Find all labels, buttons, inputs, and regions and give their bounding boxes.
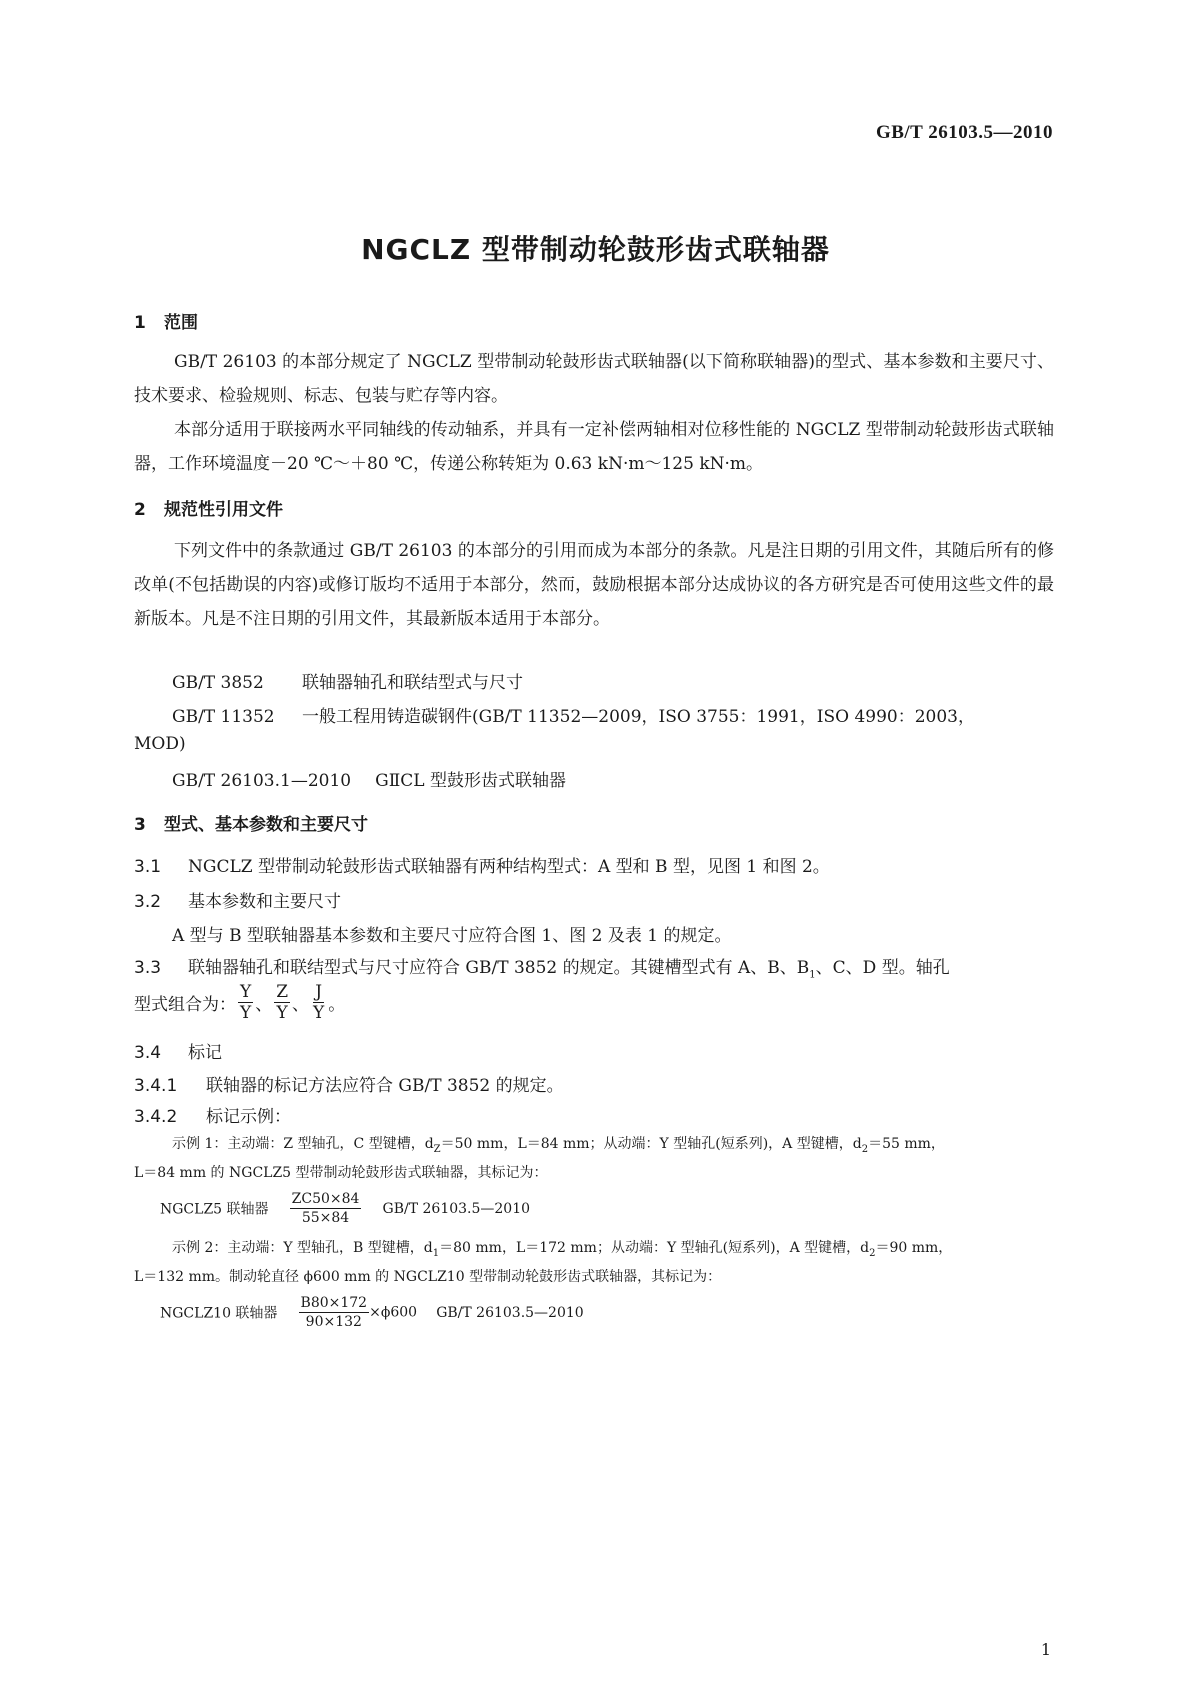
clause-number: 3.4.2 (134, 1107, 178, 1127)
clause-3-4-1 (134, 1071, 564, 1096)
section-number: 3 (134, 815, 146, 835)
example-1-line-1: 示例 1：主动端：Z 型轴孔，C 型键槽，$d_Z=50$ mm，L＝84 mm；从动端：Y 型轴孔(短系列)，A 型键槽，$d_2=55$ mm， (172, 1136, 945, 1155)
clause-text: 标记 (188, 1043, 222, 1063)
reference-title: GⅡCL 型鼓形齿式联轴器 (375, 771, 566, 791)
clause-number: 3.3 (134, 958, 162, 978)
clause-text: 标记示例： (206, 1107, 291, 1127)
section-3-heading (134, 810, 368, 835)
example-1-mark (160, 1190, 530, 1227)
mark-suffix: ×ϕ600 (369, 1304, 418, 1321)
page-number: 1 (1040, 1640, 1051, 1659)
mark-fraction: $\frac{ZC50\times 84}{55\times 84}$ (291, 1191, 360, 1226)
mark-standard: GB/T 26103.5—2010 (382, 1200, 531, 1217)
reference-item-continuation: MOD) (134, 734, 186, 754)
clause-text: 联轴器的标记方法应符合 GB/T 3852 的规定。 (206, 1076, 564, 1096)
clause-text: 基本参数和主要尺寸 (188, 892, 341, 912)
reference-item (172, 766, 566, 791)
mark-standard: GB/T 26103.5—2010 (436, 1304, 584, 1321)
subscript: 1 (809, 969, 816, 981)
example-2-line-2: L＝132 mm。制动轮直径 ϕ600 mm 的 NGCLZ10 型带制动轮鼓形齿式联轴器，其标记为： (134, 1269, 722, 1285)
example-1-line-2: L＝84 mm 的 NGCLZ5 型带制动轮鼓形齿式联轴器，其标记为： (134, 1165, 548, 1181)
mark-label: NGCLZ10 联轴器 (160, 1305, 278, 1322)
section-title: 范围 (164, 313, 198, 333)
reference-code: GB/T 3852 (172, 673, 264, 693)
clause-number: 3.4.1 (134, 1076, 178, 1096)
clause-3-2-body: A 型与 B 型联轴器基本参数和主要尺寸应符合图 1、图 2 及表 1 的规定。 (172, 926, 732, 946)
section-number: 1 (134, 313, 146, 333)
mark-fraction: $\frac{B80\times 172}{90\times 132}$ (300, 1295, 368, 1330)
reference-item (172, 702, 975, 727)
reference-title: 一般工程用铸造碳钢件(GB/T 11352—2009，ISO 3755：1991，ISO 4990：2003， (302, 707, 975, 727)
clause-text: 联轴器轴孔和联结型式与尺寸应符合 GB/T 3852 的规定。其键槽型式有 A、B、B (188, 958, 810, 978)
document-title: NGCLZ 型带制动轮鼓形齿式联轴器 (361, 233, 830, 266)
clause-3-4-2 (134, 1102, 291, 1127)
reference-code: GB/T 26103.1—2010 (172, 771, 352, 791)
normative-intro: 下列文件中的条款通过 GB/T 26103 的本部分的引用而成为本部分的条款。凡是注日期的引用文件，其随后所有的修改单(不包括勘误的内容)或修订版均不适用于本部分，然而，鼓励根据本部分达成协议的各方研究是否可使用这些文件的最新版本。凡是不注日期的引用文件，其最新版本适用于本部分。 (134, 541, 1054, 629)
section-1-heading (134, 308, 198, 333)
clause-3-4 (134, 1038, 222, 1063)
clause-text: NGCLZ 型带制动轮鼓形齿式联轴器有两种结构型式：A 型和 B 型，见图 1 和图 2。 (188, 857, 830, 877)
clause-text: 、C、D 型。轴孔 (815, 958, 950, 978)
section-title: 型式、基本参数和主要尺寸 (164, 815, 368, 835)
reference-title: 联轴器轴孔和联结型式与尺寸 (302, 673, 523, 693)
section-2-heading (134, 495, 283, 520)
clause-number: 3.2 (134, 892, 162, 912)
combo-fraction: $\frac{Y}{Y}$ (240, 982, 252, 1023)
combo-fraction: $\frac{Z}{Y}$ (276, 982, 289, 1023)
reference-code: GB/T 11352 (172, 707, 275, 727)
clause-number: 3.1 (134, 857, 162, 877)
mark-label: NGCLZ5 联轴器 (160, 1201, 269, 1218)
clause-3-3 (134, 953, 950, 980)
example-2-line-1: 示例 2：主动端：Y 型轴孔，B 型键槽，$d_1=80$ mm，L＝172 mm；从动端：Y 型轴孔(短系列)，A 型键槽，$d_2=90$ mm， (172, 1240, 953, 1259)
section-number: 2 (134, 500, 146, 520)
section-title: 规范性引用文件 (164, 500, 283, 520)
clause-3-2 (134, 887, 341, 912)
combo-fraction: $\frac{J}{Y}$ (313, 982, 325, 1023)
standard-code: GB/T 26103.5—2010 (875, 122, 1053, 143)
clause-3-1 (134, 852, 830, 877)
clause-number: 3.4 (134, 1043, 162, 1063)
scope-paragraph-2: 本部分适用于联接两水平同轴线的传动轴系，并具有一定补偿两轴相对位移性能的 NGCLZ 型带制动轮鼓形齿式联轴器，工作环境温度－20 ℃～＋80 ℃，传递公称转矩为 0.63 kN·m～125 kN·m。 (134, 420, 1054, 474)
shaft-hole-combinations: 型式组合为： $\frac{Y}{Y}$ 、 $\frac{Z}{Y}$ 、 $\frac{J}{Y}$ 。 (134, 982, 346, 1023)
example-2-mark (160, 1294, 584, 1331)
reference-item (172, 668, 523, 693)
combo-label: 型式组合为： (134, 995, 236, 1015)
scope-paragraph-1: GB/T 26103 的本部分规定了 NGCLZ 型带制动轮鼓形齿式联轴器(以下简称联轴器)的型式、基本参数和主要尺寸、技术要求、检验规则、标志、包装与贮存等内容。 (134, 352, 1054, 406)
